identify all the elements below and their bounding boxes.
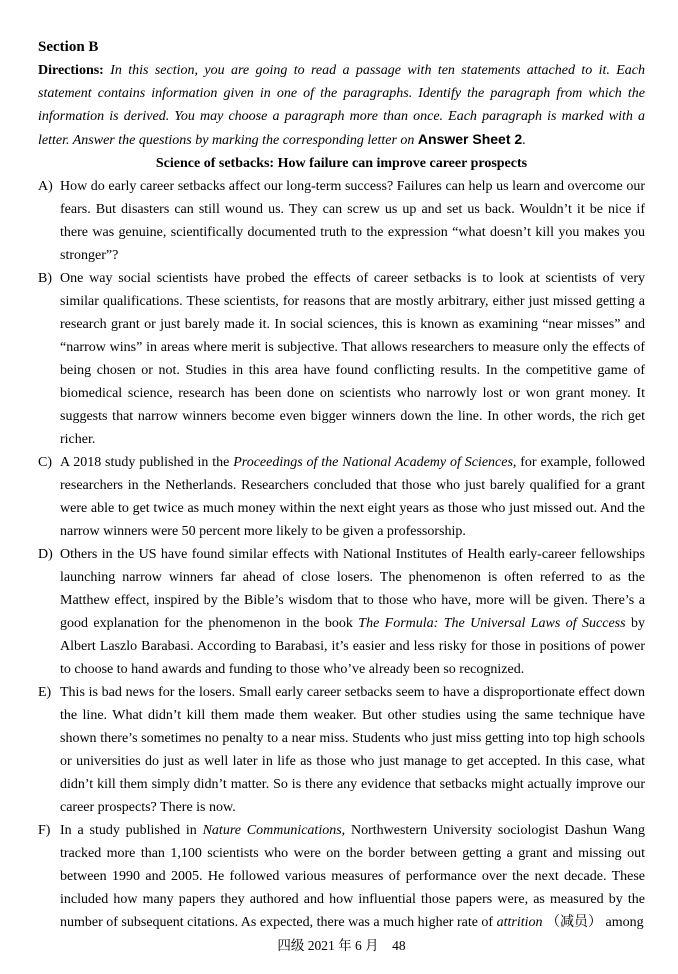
paragraph-label: F) bbox=[38, 823, 51, 838]
text-run: Nature Communications bbox=[202, 823, 342, 838]
passage-paragraphs bbox=[38, 175, 645, 934]
passage-paragraph bbox=[38, 819, 645, 934]
text-run: Directions: bbox=[38, 63, 104, 78]
passage-paragraph bbox=[38, 267, 645, 451]
text-run: In a study published in bbox=[60, 823, 203, 838]
text-run: Answer Sheet 2 bbox=[417, 131, 523, 147]
text-run: attrition bbox=[496, 915, 543, 930]
section-heading: Section B bbox=[38, 39, 99, 55]
passage-paragraph bbox=[38, 175, 645, 267]
passage-paragraph bbox=[38, 451, 645, 543]
text-run: In this section, you are going to read a passage with ten statements attached to it. Each statement contains information given in one of the paragraphs. Identify the paragraph from which the information is derived. You may choose a paragraph more than once. Each paragraph is marked with a letter. Answer the questions by marking the corresponding letter on bbox=[38, 63, 646, 148]
text-run: （减员） among bbox=[542, 915, 644, 930]
paragraph-label: D) bbox=[38, 547, 53, 562]
text-run: , Northwestern University sociologist Dashun Wang tracked more than 1,100 scientists who were on the border between getting a grant and missing out between 1990 and 2005. He followed various measures of performance over the next decade. These included how many papers they authored and how influential those papers were, as measured by the number of subsequent citations. As expected, there was a much higher rate of bbox=[60, 823, 646, 930]
paragraph-label: B) bbox=[38, 271, 52, 286]
text-run: One way social scientists have probed the effects of career setbacks is to look at scientists of very similar qualifications. These scientists, for reasons that are mostly arbitrary, either just missed getting a research grant or just barely made it. In social sciences, this is known as examining “near misses” and “narrow wins” in areas where merit is subjective. That allows researchers to measure only the effects of being chosen or not. Studies in this area have found conflicting results. In the competitive game of biomedical science, research has been done on scientists who narrowly lost or won grant money. It suggests that narrow winners become even bigger winners down the line. In other words, the rich get richer. bbox=[60, 271, 645, 447]
paragraph-label: A) bbox=[38, 179, 53, 194]
text-run: . bbox=[522, 133, 526, 148]
text-run: The Formula: The Universal Laws of Success bbox=[358, 616, 626, 631]
passage-paragraph bbox=[38, 681, 645, 819]
text-run: , for example, followed researchers in the Netherlands. Researchers concluded that those who just barely qualified for a grant were able to get twice as much money within the next eight years as those who just missed out. And the narrow winners were 50 percent more likely to be given a professorship. bbox=[60, 455, 645, 539]
text-run: Proceedings of the National Academy of Sciences bbox=[233, 455, 513, 470]
text-run: by Albert Laszlo Barabasi. According to Barabasi, it’s easier and less risky for those in positions of power to choose to hand awards and funding to those who’ve already been so recognized. bbox=[60, 616, 645, 677]
text-run: This is bad news for the losers. Small early career setbacks seem to have a disproportionate effect down the line. What didn’t kill them made them weaker. But other studies using the same technique have shown there’s sometimes no penalty to a near miss. Students who just miss getting into top high schools or universities do just as well later in life as those who just manage to get accepted. In this case, what didn’t kill them simply didn’t matter. So is there any evidence that setbacks might actually improve our career prospects? There is now. bbox=[60, 685, 645, 815]
directions-text bbox=[38, 59, 645, 152]
paragraph-label: C) bbox=[38, 455, 52, 470]
text-run: How do early career setbacks affect our long-term success? Failures can help us learn and overcome our fears. But disasters can still wound us. They can screw us up and set us back. Wouldn’t it be nice if there was genuine, scientifically documented truth to the expression “what doesn’t kill you makes you stronger”? bbox=[60, 179, 645, 263]
passage-title: Science of setbacks: How failure can improve career prospects bbox=[155, 156, 528, 171]
page-footer: 四级 2021 年 6 月 48 bbox=[277, 938, 406, 953]
paragraph-label: E) bbox=[38, 685, 52, 700]
text-run: A 2018 study published in the bbox=[60, 455, 234, 470]
passage-paragraph bbox=[38, 543, 645, 681]
text-run: Others in the US have found similar effects with National Institutes of Health early-career fellowships launching narrow winners far ahead of close losers. The phenomenon is often referred to as the Matthew effect, inspired by the Bible’s wisdom that to those who have, more will be given. There’s a good explanation for the phenomenon in the book bbox=[60, 547, 645, 631]
